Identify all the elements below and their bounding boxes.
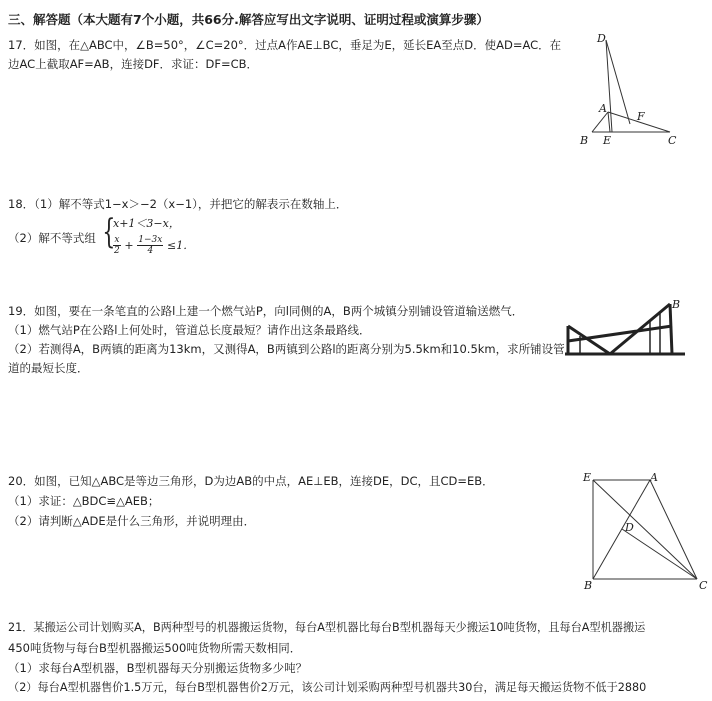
- q17-line2: 边AC上截取AF=AB，连接DF．求证：DF=CB．: [8, 57, 259, 71]
- q21-line1: 21．某搬运公司计划购买A，B两种型号的机器搬运货物，每台A型机器比每台B型机器每天少搬运10吨货物，且每台A型机器搬运: [8, 621, 646, 634]
- q18-part2-label: （2）解不等式组: [8, 231, 96, 245]
- q17-figure: [570, 30, 690, 155]
- q21-line2: 450吨货物与每台B型机器搬运500吨货物所需天数相同．: [8, 641, 302, 655]
- q20-figure: [575, 465, 710, 595]
- q19-line1: 19．如图，要在一条笔直的公路l上建一个燃气站P，向l同侧的A，B两个城镇分别铺设管道输送燃气．: [8, 304, 524, 318]
- frac1: $\frac{x}{2}$: [114, 235, 120, 256]
- q18-ineq1: x+1＜3−x，: [113, 217, 180, 230]
- q20-line1: 20．如图，已知△ABC是等边三角形，D为边AB的中点，AE⊥EB，连接DE，DC，且CD=EB．: [8, 474, 494, 488]
- frac2: $\frac{1-3x}{4}$: [138, 235, 163, 256]
- q20-line2: （1）求证：△BDC≌△AEB；: [8, 494, 160, 508]
- q20-line3: （2）请判断△ADE是什么三角形，并说明理由．: [8, 514, 256, 528]
- q20-label-b: B: [584, 579, 593, 592]
- q21-line3: （1）求每台A型机器，B型机器每天分别搬运货物多少吨？: [8, 661, 308, 675]
- q18-ineq2: $\frac{x}{2}$ + $\frac{1-3x}{4}$ ≤1．: [114, 235, 195, 256]
- q20-label-d: D: [625, 521, 634, 534]
- q19-line4: 道的最短长度．: [8, 361, 89, 375]
- q17-line1: 17．如图，在△ABC中，∠B=50°，∠C=20°．过点A作AE⊥BC，垂足为E，延长EA至点D．使AD=AC．在: [8, 38, 562, 52]
- q19-label-b: B: [672, 298, 681, 311]
- q19-line3: （2）若测得A，B两镇的距离为13km，又测得A，B两镇到公路l的距离分别为5.5km和10.5km，求所铺设管: [8, 342, 565, 356]
- q21-line4: （2）每台A型机器售价1.5万元，每台B型机器售价2万元，该公司计划采购两种型号机器共30台，满足每天搬运货物不低于2880: [8, 681, 647, 694]
- system-brace: {: [102, 212, 116, 252]
- q17-label-a: A: [599, 102, 607, 115]
- q17-label-f: F: [637, 110, 645, 123]
- q19-figure: [560, 296, 690, 366]
- q17-label-d: D: [597, 32, 606, 45]
- q17-label-e: E: [603, 134, 612, 147]
- q19-line2: （1）燃气站P在公路l上何处时，管道总长度最短？请作出这条最路线．: [8, 323, 371, 337]
- q17-label-c: C: [668, 134, 677, 147]
- q20-label-c: C: [699, 579, 708, 592]
- q17-label-b: B: [580, 134, 589, 147]
- q20-label-a: A: [650, 471, 658, 484]
- q18-line1: 18．（1）解不等式1−x＞−2（x−1），并把它的解表示在数轴上．: [8, 197, 348, 211]
- section-title: 三、解答题（本大题有7个小题，共66分.解答应写出文字说明、证明过程或演算步骤）: [8, 12, 489, 27]
- q20-label-e: E: [583, 471, 592, 484]
